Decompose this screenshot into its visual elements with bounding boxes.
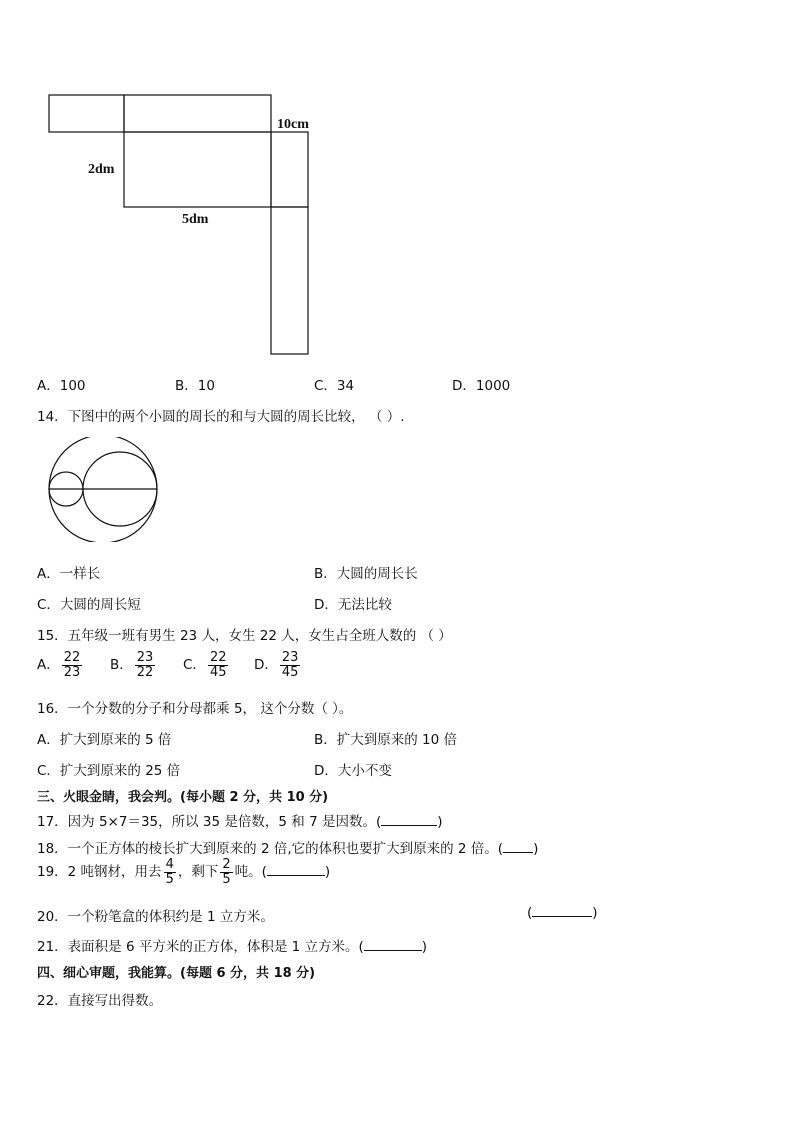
q13-option-a[interactable]: A．100 bbox=[37, 378, 86, 394]
q16-option-a[interactable]: A．扩大到原来的 5 倍 bbox=[37, 732, 172, 748]
q14-option-c[interactable]: C．大圆的周长短 bbox=[37, 597, 141, 613]
label-5dm: 5dm bbox=[182, 212, 209, 227]
q20-stem: 20．一个粉笔盒的体积约是 1 立方米。 bbox=[37, 909, 274, 925]
net-face-front bbox=[124, 132, 271, 207]
answer-blank[interactable] bbox=[267, 864, 325, 876]
q13-option-b[interactable]: B．10 bbox=[175, 378, 215, 394]
net-face-bottom bbox=[271, 207, 308, 354]
answer-blank[interactable] bbox=[503, 841, 533, 853]
q18: 18．一个正方体的棱长扩大到原来的 2 倍,它的体积也要扩大到原来的 2 倍。( ) bbox=[37, 841, 539, 857]
q14-stem: 14．下图中的两个小圆的周长的和与大圆的周长比较， （ ）. bbox=[37, 409, 405, 425]
q16-option-c[interactable]: C．扩大到原来的 25 倍 bbox=[37, 763, 181, 779]
label-10cm: 10cm bbox=[277, 117, 309, 132]
fraction: $\frac{23}{22}$ bbox=[136, 650, 154, 680]
answer-blank[interactable] bbox=[381, 814, 437, 826]
fraction: $\frac{4}{5}$ bbox=[165, 857, 174, 887]
answer-blank[interactable] bbox=[364, 939, 422, 951]
q15-stem: 15．五年级一班有男生 23 人，女生 22 人，女生占全班人数的 （ ） bbox=[37, 628, 452, 644]
q17: 17．因为 5×7＝35，所以 35 是倍数，5 和 7 是因数。( ) bbox=[37, 814, 443, 830]
q14-option-a[interactable]: A．一样长 bbox=[37, 566, 101, 582]
q13-option-c[interactable]: C．34 bbox=[314, 378, 355, 394]
q20-answer: ( ) bbox=[527, 905, 598, 921]
q16-option-d[interactable]: D．大小不变 bbox=[314, 763, 392, 779]
q22-stem: 22．直接写出得数。 bbox=[37, 993, 163, 1009]
fraction: $\frac{23}{45}$ bbox=[281, 650, 299, 680]
net-face-top bbox=[124, 95, 271, 132]
q19: 19．2 吨钢材，用去 $\frac{4}{5}$ ，剩下 $\frac{2}{5}$ 吨。( ) bbox=[37, 857, 331, 887]
circles-figure bbox=[40, 437, 165, 542]
cuboid-net-figure bbox=[0, 0, 794, 370]
q13-option-d[interactable]: D．1000 bbox=[452, 378, 511, 394]
label-2dm: 2dm bbox=[88, 162, 115, 177]
section-4-heading: 四、细心审题，我能算。(每题 6 分，共 18 分) bbox=[37, 966, 316, 981]
q15-option-a[interactable]: A． $\frac{22}{23}$ bbox=[37, 650, 81, 680]
q14-option-b[interactable]: B．大圆的周长长 bbox=[314, 566, 418, 582]
q15-option-b[interactable]: B． $\frac{23}{22}$ bbox=[110, 650, 154, 680]
q21: 21．表面积是 6 平方米的正方体，体积是 1 立方米。( ) bbox=[37, 939, 428, 955]
q16-stem: 16．一个分数的分子和分母都乘 5， 这个分数（ ）。 bbox=[37, 701, 353, 717]
net-face-right bbox=[271, 132, 308, 207]
q15-option-d[interactable]: D． $\frac{23}{45}$ bbox=[254, 650, 299, 680]
q16-option-b[interactable]: B．扩大到原来的 10 倍 bbox=[314, 732, 458, 748]
fraction: $\frac{2}{5}$ bbox=[222, 857, 231, 887]
net-face-left bbox=[49, 95, 124, 132]
q15-option-c[interactable]: C． $\frac{22}{45}$ bbox=[183, 650, 227, 680]
q14-option-d[interactable]: D．无法比较 bbox=[314, 597, 392, 613]
fraction: $\frac{22}{45}$ bbox=[209, 650, 227, 680]
answer-blank[interactable] bbox=[532, 905, 592, 917]
fraction: $\frac{22}{23}$ bbox=[63, 650, 81, 680]
section-3-heading: 三、火眼金睛，我会判。(每小题 2 分，共 10 分) bbox=[37, 790, 329, 805]
